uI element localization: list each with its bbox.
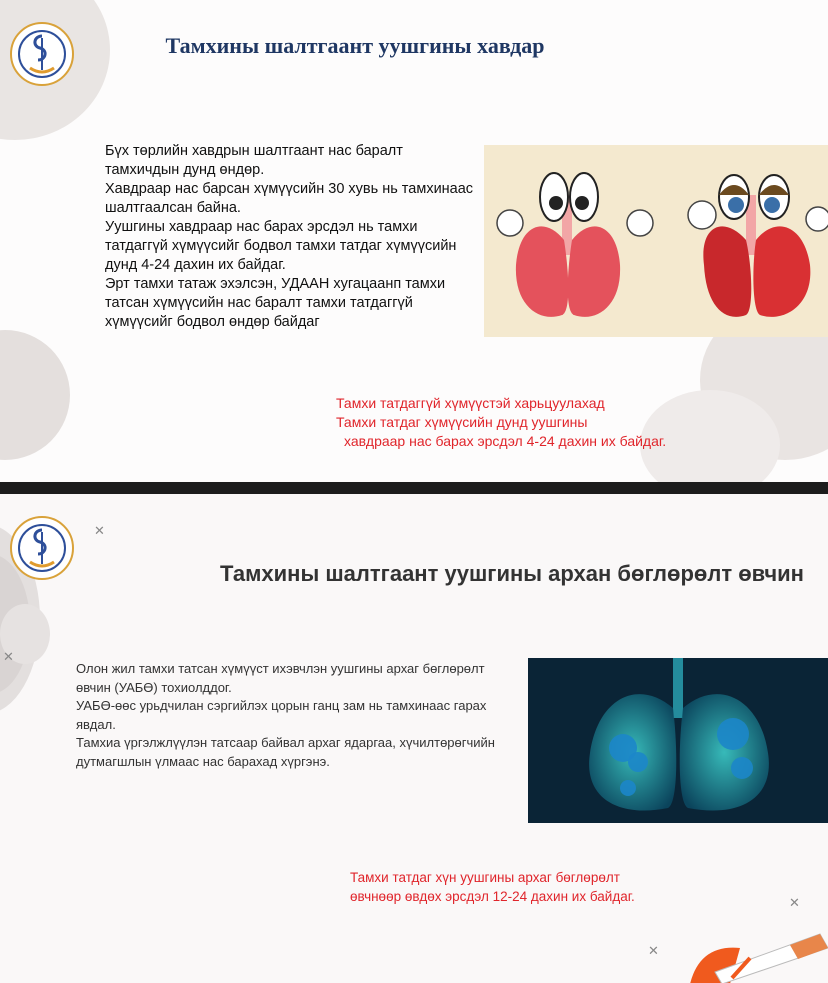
highlight-line: Тамхи татдаггүй хүмүүстэй харьцуулахад: [336, 395, 605, 411]
highlight-line: өвчнөөр өвдөх эрсдэл 12-24 дахин их байдаг.: [350, 889, 635, 904]
body-text: [105, 142, 475, 332]
slide-title: Тамхины шалтгаант уушгины хавдар: [165, 33, 545, 58]
body-paragraph: Бүх төрлийн хавдрын шалтгаант нас баралт тамхичдын дунд өндөр.: [105, 143, 403, 178]
body-paragraph: Эрт тамхи татаж эхэлсэн, УДААН хугацаанп тамхи татсан хүмүүсийн нас баралт тамхи татдаггүй хүмүүсийг бодвол өндөр байдаг: [105, 276, 446, 330]
highlight-text: [350, 868, 790, 906]
body-text: [76, 660, 496, 771]
highlight-text: [336, 394, 806, 451]
body-paragraph: Тамхиа үргэлжлүүлэн татсаар байвал архаг ядаргаа, хүчилтөрөгчийн дутмагшлын үлмаас нас барахад хүргэнэ.: [76, 735, 495, 769]
highlight-line: хавдраар нас барах эрсдэл 4-24 дахин их байдаг.: [344, 433, 667, 449]
decor-x-icon: ✕: [3, 649, 14, 664]
slide-title: Тамхины шалтгаант уушгины архан бөглөрөлт өвчин: [220, 561, 804, 586]
body-paragraph: Хавдраар нас барсан хүмүүсийн 30 хувь нь тамхинаас шалтгаалсан байна.: [105, 181, 474, 216]
body-paragraph: Олон жил тамхи татсан хүмүүст ихэвчлэн уушгины архаг бөглөрөлт өвчин (УАБӨ) тохиолддог.: [76, 661, 485, 695]
slide-lung-cancer: [0, 0, 828, 482]
decor-x-icon: ✕: [94, 523, 105, 538]
cigarette-icon: [670, 914, 828, 983]
highlight-line: Тамхи татдаг хүмүүсийн дунд уушгины: [336, 414, 588, 430]
cartoon-lungs-illustration: [484, 145, 828, 337]
decor-blob: [0, 330, 70, 460]
slide-divider: [0, 482, 828, 494]
decor-x-icon: ✕: [648, 943, 659, 958]
body-paragraph: УАБӨ-өөс урьдчилан сэргийлэх цорын ганц зам нь тамхинаас гарах явдал.: [76, 698, 487, 732]
decor-x-icon: ✕: [789, 895, 800, 910]
highlight-line: Тамхи татдаг хүн уушгины архаг бөглөрөлт: [350, 870, 620, 885]
copd-lungs-illustration: [528, 658, 828, 823]
institution-logo: [10, 22, 74, 86]
body-paragraph: Уушгины хавдраар нас барах эрсдэл нь тамхи татдаггүй хүмүүсийг бодвол тамхи татдаг хүмүүсийн дунд 4-24 дахин их байдаг.: [105, 219, 457, 273]
institution-logo: [10, 516, 74, 580]
